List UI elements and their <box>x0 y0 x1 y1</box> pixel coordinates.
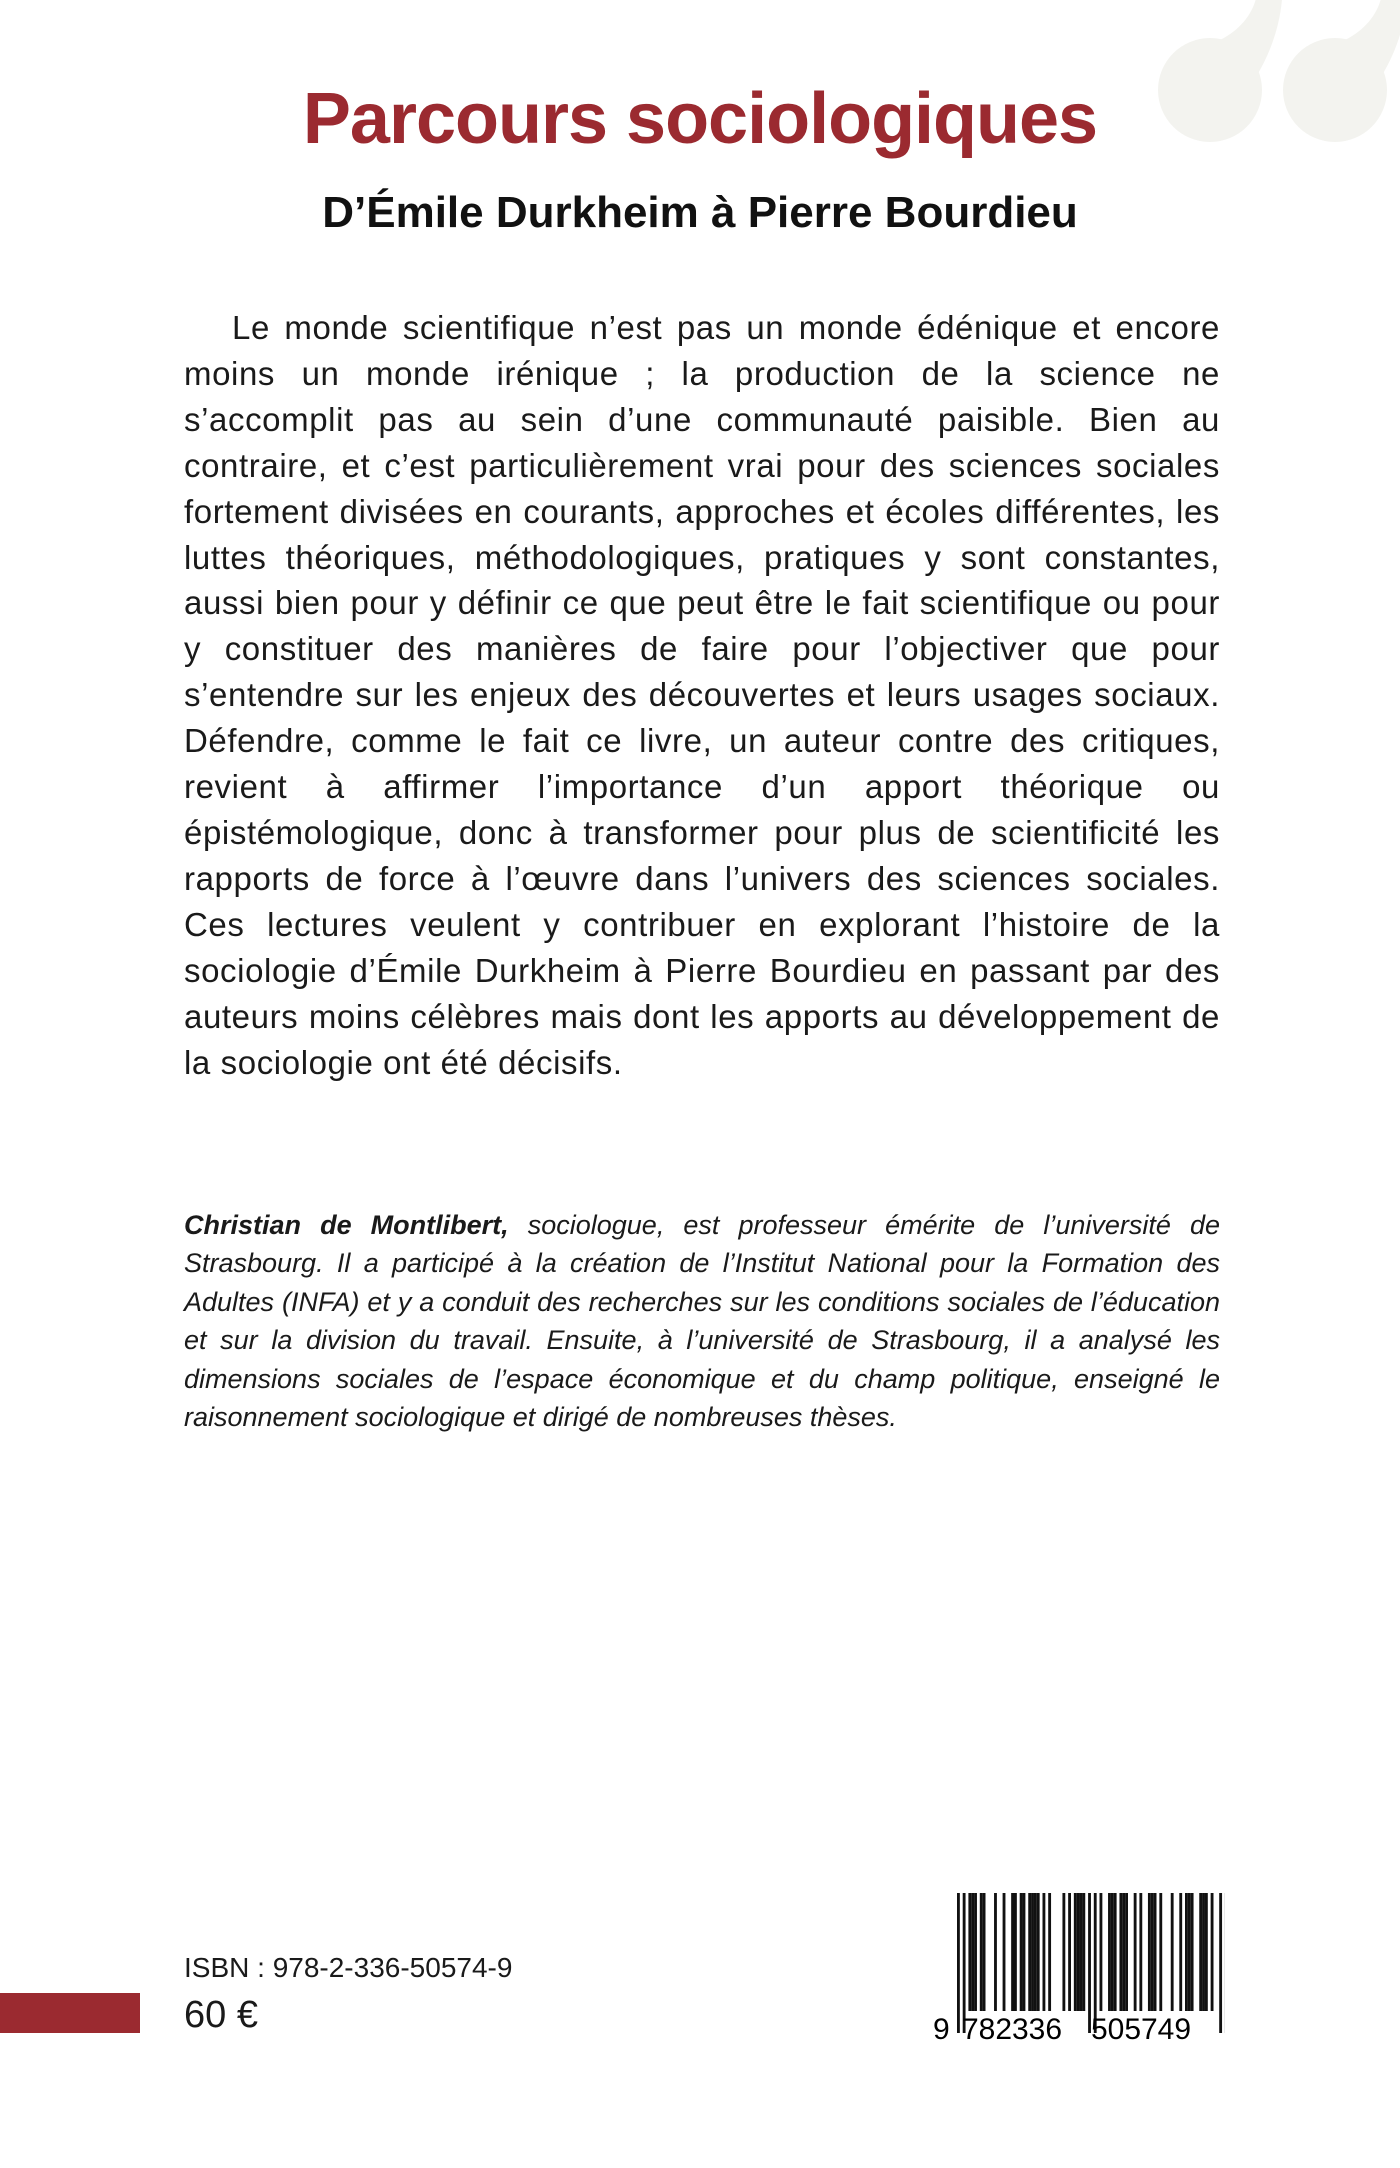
book-summary: Le monde scientifique n’est pas un monde édénique et encore moins un monde irénique ; la production de la science ne s’accomplit pas au sein d’une communauté paisible. Bien au contraire, et c’est particulièrement vrai pour des sciences sociales fortement divisées en courants, approches et écoles différentes, les luttes théoriques, méthodologiques, pratiques y sont constantes, aussi bien pour y définir ce que peut être le fait scientifique ou pour y constituer des manières de faire pour l’objectiver que pour s’entendre sur les enjeux des découvertes et leurs usages sociaux. Défendre, comme le fait ce livre, un auteur contre des critiques, revient à affirmer l’importance d’un apport théorique ou épistémologique, donc à transformer pour plus de scientificité les rapports de force à l’œuvre dans l’univers des sciences sociales. Ces lectures veulent y contribuer en explorant l’histoire de la sociologie d’Émile Durkheim à Pierre Bourdieu en passant par des auteurs moins célèbres mais dont les apports au développement de la sociologie ont été décisifs. <box>184 309 1220 1081</box>
barcode-bar <box>980 1893 983 2011</box>
price: 60 € <box>184 1994 258 2036</box>
barcode <box>925 1893 1225 2043</box>
barcode-bar <box>1020 1893 1023 2011</box>
barcode-bar <box>1023 1893 1026 2011</box>
barcode-bar <box>1122 1893 1125 2011</box>
barcode-bar <box>1080 1893 1083 2011</box>
barcode-bar <box>1134 1893 1137 2011</box>
barcode-bar <box>957 1893 960 2033</box>
barcode-bar <box>971 1893 974 2011</box>
barcode-bar <box>1111 1893 1114 2011</box>
barcode-bar <box>983 1893 986 2011</box>
barcode-bar <box>994 1893 997 2011</box>
isbn: ISBN : 978-2-336-50574-9 <box>184 1952 513 1983</box>
barcode-bar <box>1211 1893 1214 2011</box>
barcode-bar <box>1185 1893 1188 2011</box>
barcode-bar <box>1100 1893 1103 2011</box>
barcode-bar <box>1094 1893 1097 2033</box>
barcode-bar <box>1034 1893 1037 2011</box>
barcode-bar <box>1043 1893 1046 2011</box>
barcode-bar <box>1125 1893 1128 2011</box>
book-subtitle: D’Émile Durkheim à Pierre Bourdieu <box>322 188 1078 237</box>
book-title: Parcours sociologiques <box>302 79 1098 159</box>
barcode-bar <box>1114 1893 1117 2011</box>
barcode-bar <box>1188 1893 1191 2011</box>
barcode-bar <box>1062 1893 1065 2011</box>
author-name: Christian de Montlibert, <box>184 1210 509 1240</box>
barcode-bar <box>1074 1893 1077 2011</box>
barcode-bar <box>1011 1893 1014 2011</box>
barcode-bar <box>1048 1893 1051 2011</box>
barcode-bar <box>1077 1893 1080 2011</box>
barcode-bar <box>1139 1893 1142 2011</box>
accent-bar <box>0 1993 140 2033</box>
barcode-digits-left: 782336 <box>962 2013 1062 2043</box>
barcode-digits-right: 505749 <box>1091 2013 1191 2043</box>
barcode-bar <box>1119 1893 1122 2011</box>
barcode-bar <box>1031 1893 1034 2011</box>
barcode-bar <box>1151 1893 1154 2011</box>
barcode-bar <box>1159 1893 1162 2011</box>
barcode-bar <box>1199 1893 1202 2011</box>
barcode-bar <box>1191 1893 1194 2011</box>
barcode-bar <box>1108 1893 1111 2011</box>
barcode-digit-first: 9 <box>933 2013 950 2043</box>
author-bio <box>184 1206 1220 1436</box>
barcode-bar <box>1068 1893 1071 2011</box>
barcode-bar <box>1088 1893 1091 2033</box>
barcode-bar <box>1003 1893 1006 2011</box>
barcode-bar <box>1148 1893 1151 2011</box>
barcode-bar <box>1154 1893 1157 2011</box>
barcode-bar <box>1202 1893 1205 2011</box>
barcode-bar <box>1037 1893 1040 2011</box>
barcode-bar <box>1219 1893 1222 2033</box>
barcode-bar <box>974 1893 977 2011</box>
barcode-bar <box>1028 1893 1031 2011</box>
barcode-bar <box>963 1893 966 2033</box>
barcode-bar <box>1014 1893 1017 2011</box>
barcode-bar <box>968 1893 971 2011</box>
barcode-bar <box>1082 1893 1085 2011</box>
barcode-bar <box>1205 1893 1208 2011</box>
barcode-bar <box>1171 1893 1174 2011</box>
barcode-bar <box>1179 1893 1182 2011</box>
author-bio-text: sociologue, est professeur émérite de l’université de Strasbourg. Il a participé à la création de l’Institut National pour la Formation des Adultes (INFA) et y a conduit des recherches sur les conditions sociales de l’éducation et sur la division du travail. Ensuite, à l’université de Strasbourg, il a analysé les dimensions sociales de l’espace économique et du champ politique, enseigné le raisonnement sociologique et dirigé de nombreuses thèses. <box>184 1210 1220 1433</box>
